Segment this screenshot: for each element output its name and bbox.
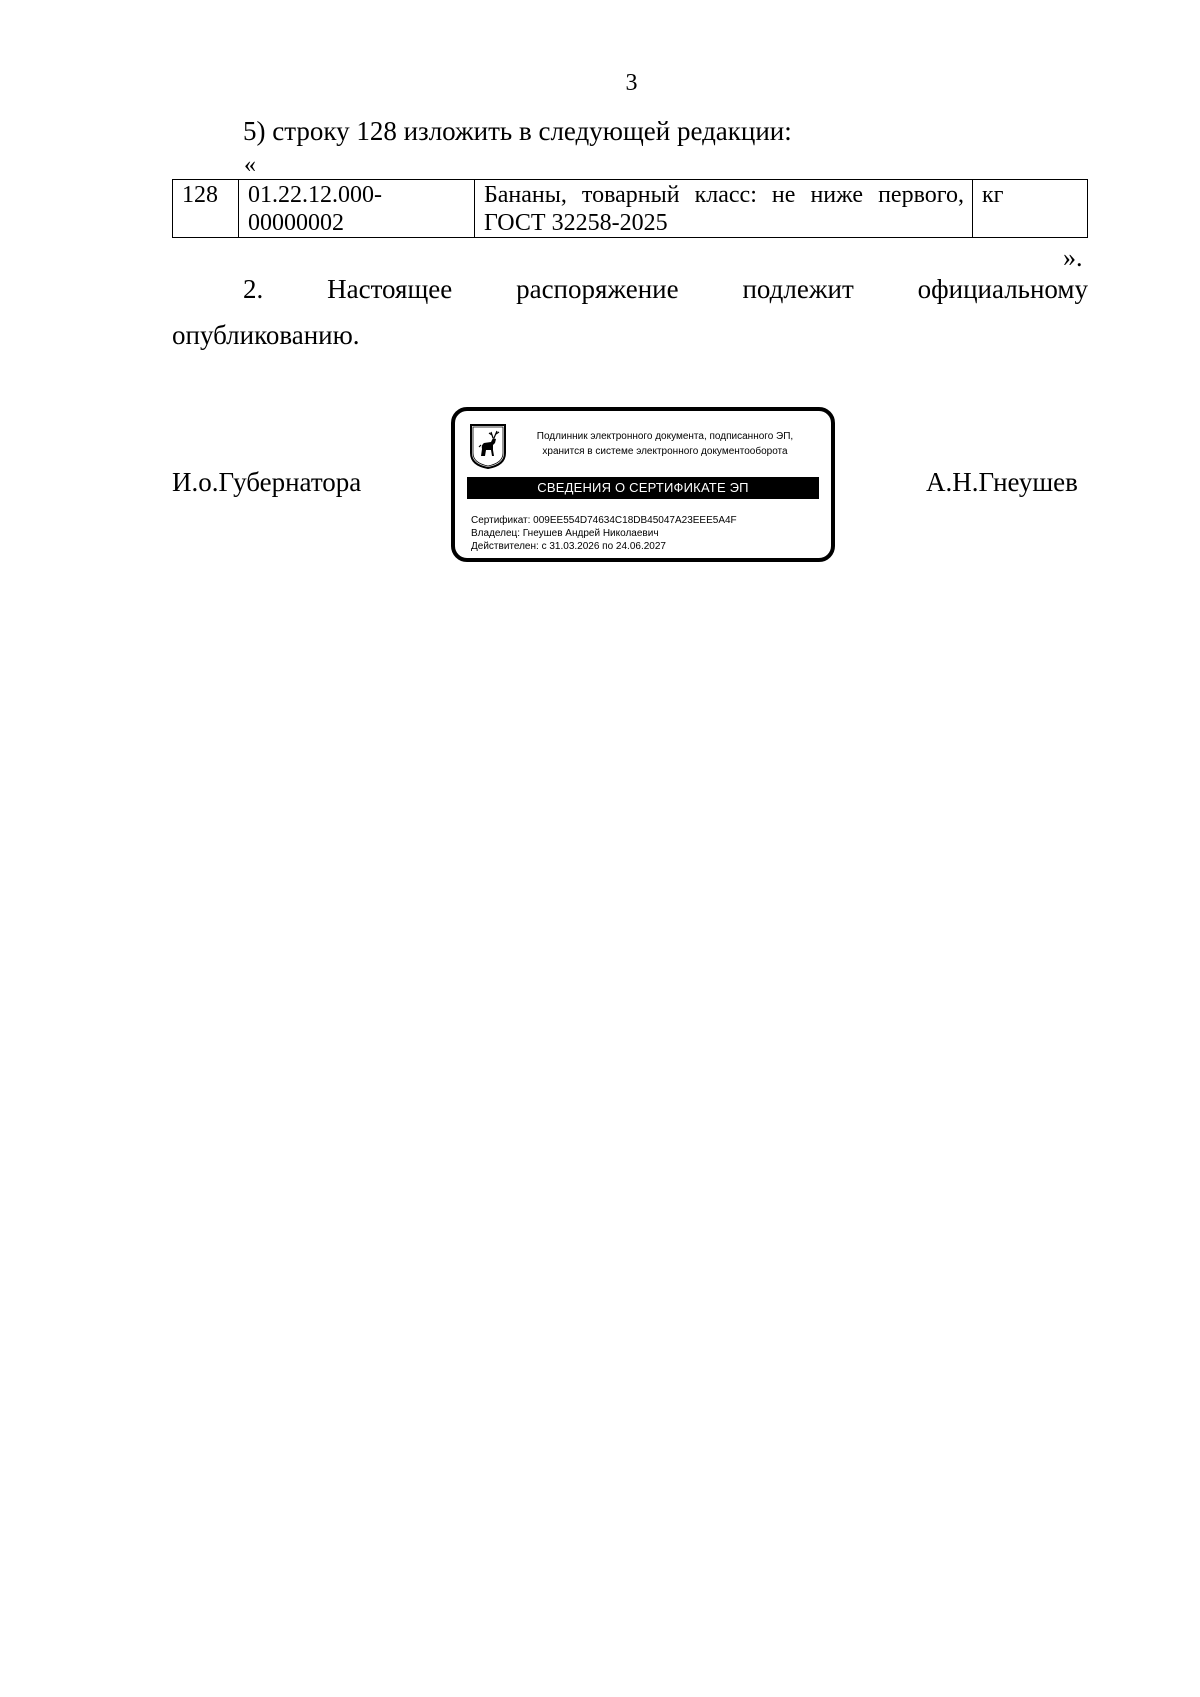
stamp-header-bar: СВЕДЕНИЯ О СЕРТИФИКАТЕ ЭП bbox=[467, 477, 819, 499]
unit-cell: кг bbox=[973, 180, 1088, 238]
paragraph-2-continuation: опубликованию. bbox=[172, 320, 360, 350]
certificate-validity: Действителен: с 31.03.2026 по 24.06.2027 bbox=[471, 541, 666, 552]
amendment-item: 5) строку 128 изложить в следующей редакции: bbox=[243, 116, 792, 146]
paragraph-2: 2. Настоящее распоряжение подлежит официальному bbox=[243, 274, 1088, 304]
row-number-cell: 128 bbox=[173, 180, 239, 238]
stamp-text-line-2: хранится в системе электронного документооборота bbox=[542, 446, 788, 457]
deer-coat-of-arms-icon bbox=[469, 423, 507, 469]
description-line-1: Бананы, товарный класс: не ниже первого, bbox=[484, 182, 964, 208]
signatory-position: И.о.Губернатора bbox=[172, 467, 362, 497]
description-cell bbox=[475, 180, 973, 238]
signatory-name: А.Н.Гнеушев bbox=[926, 467, 1078, 497]
code-cell: 01.22.12.000-00000002 bbox=[239, 180, 475, 238]
amendment-table bbox=[172, 179, 1088, 238]
closing-quote: ». bbox=[1063, 243, 1083, 272]
e-signature-stamp bbox=[451, 407, 835, 562]
table-row bbox=[173, 180, 1088, 238]
certificate-owner: Владелец: Гнеушев Андрей Николаевич bbox=[471, 528, 659, 539]
certificate-number: Сертификат: 009EE554D74634C18DB45047A23EEE5A4F bbox=[471, 515, 737, 526]
page-number: 3 bbox=[625, 70, 638, 96]
description-line-2: ГОСТ 32258-2025 bbox=[484, 210, 668, 236]
stamp-text-line-1: Подлинник электронного документа, подписанного ЭП, bbox=[536, 431, 794, 442]
opening-quote: « bbox=[244, 152, 256, 178]
